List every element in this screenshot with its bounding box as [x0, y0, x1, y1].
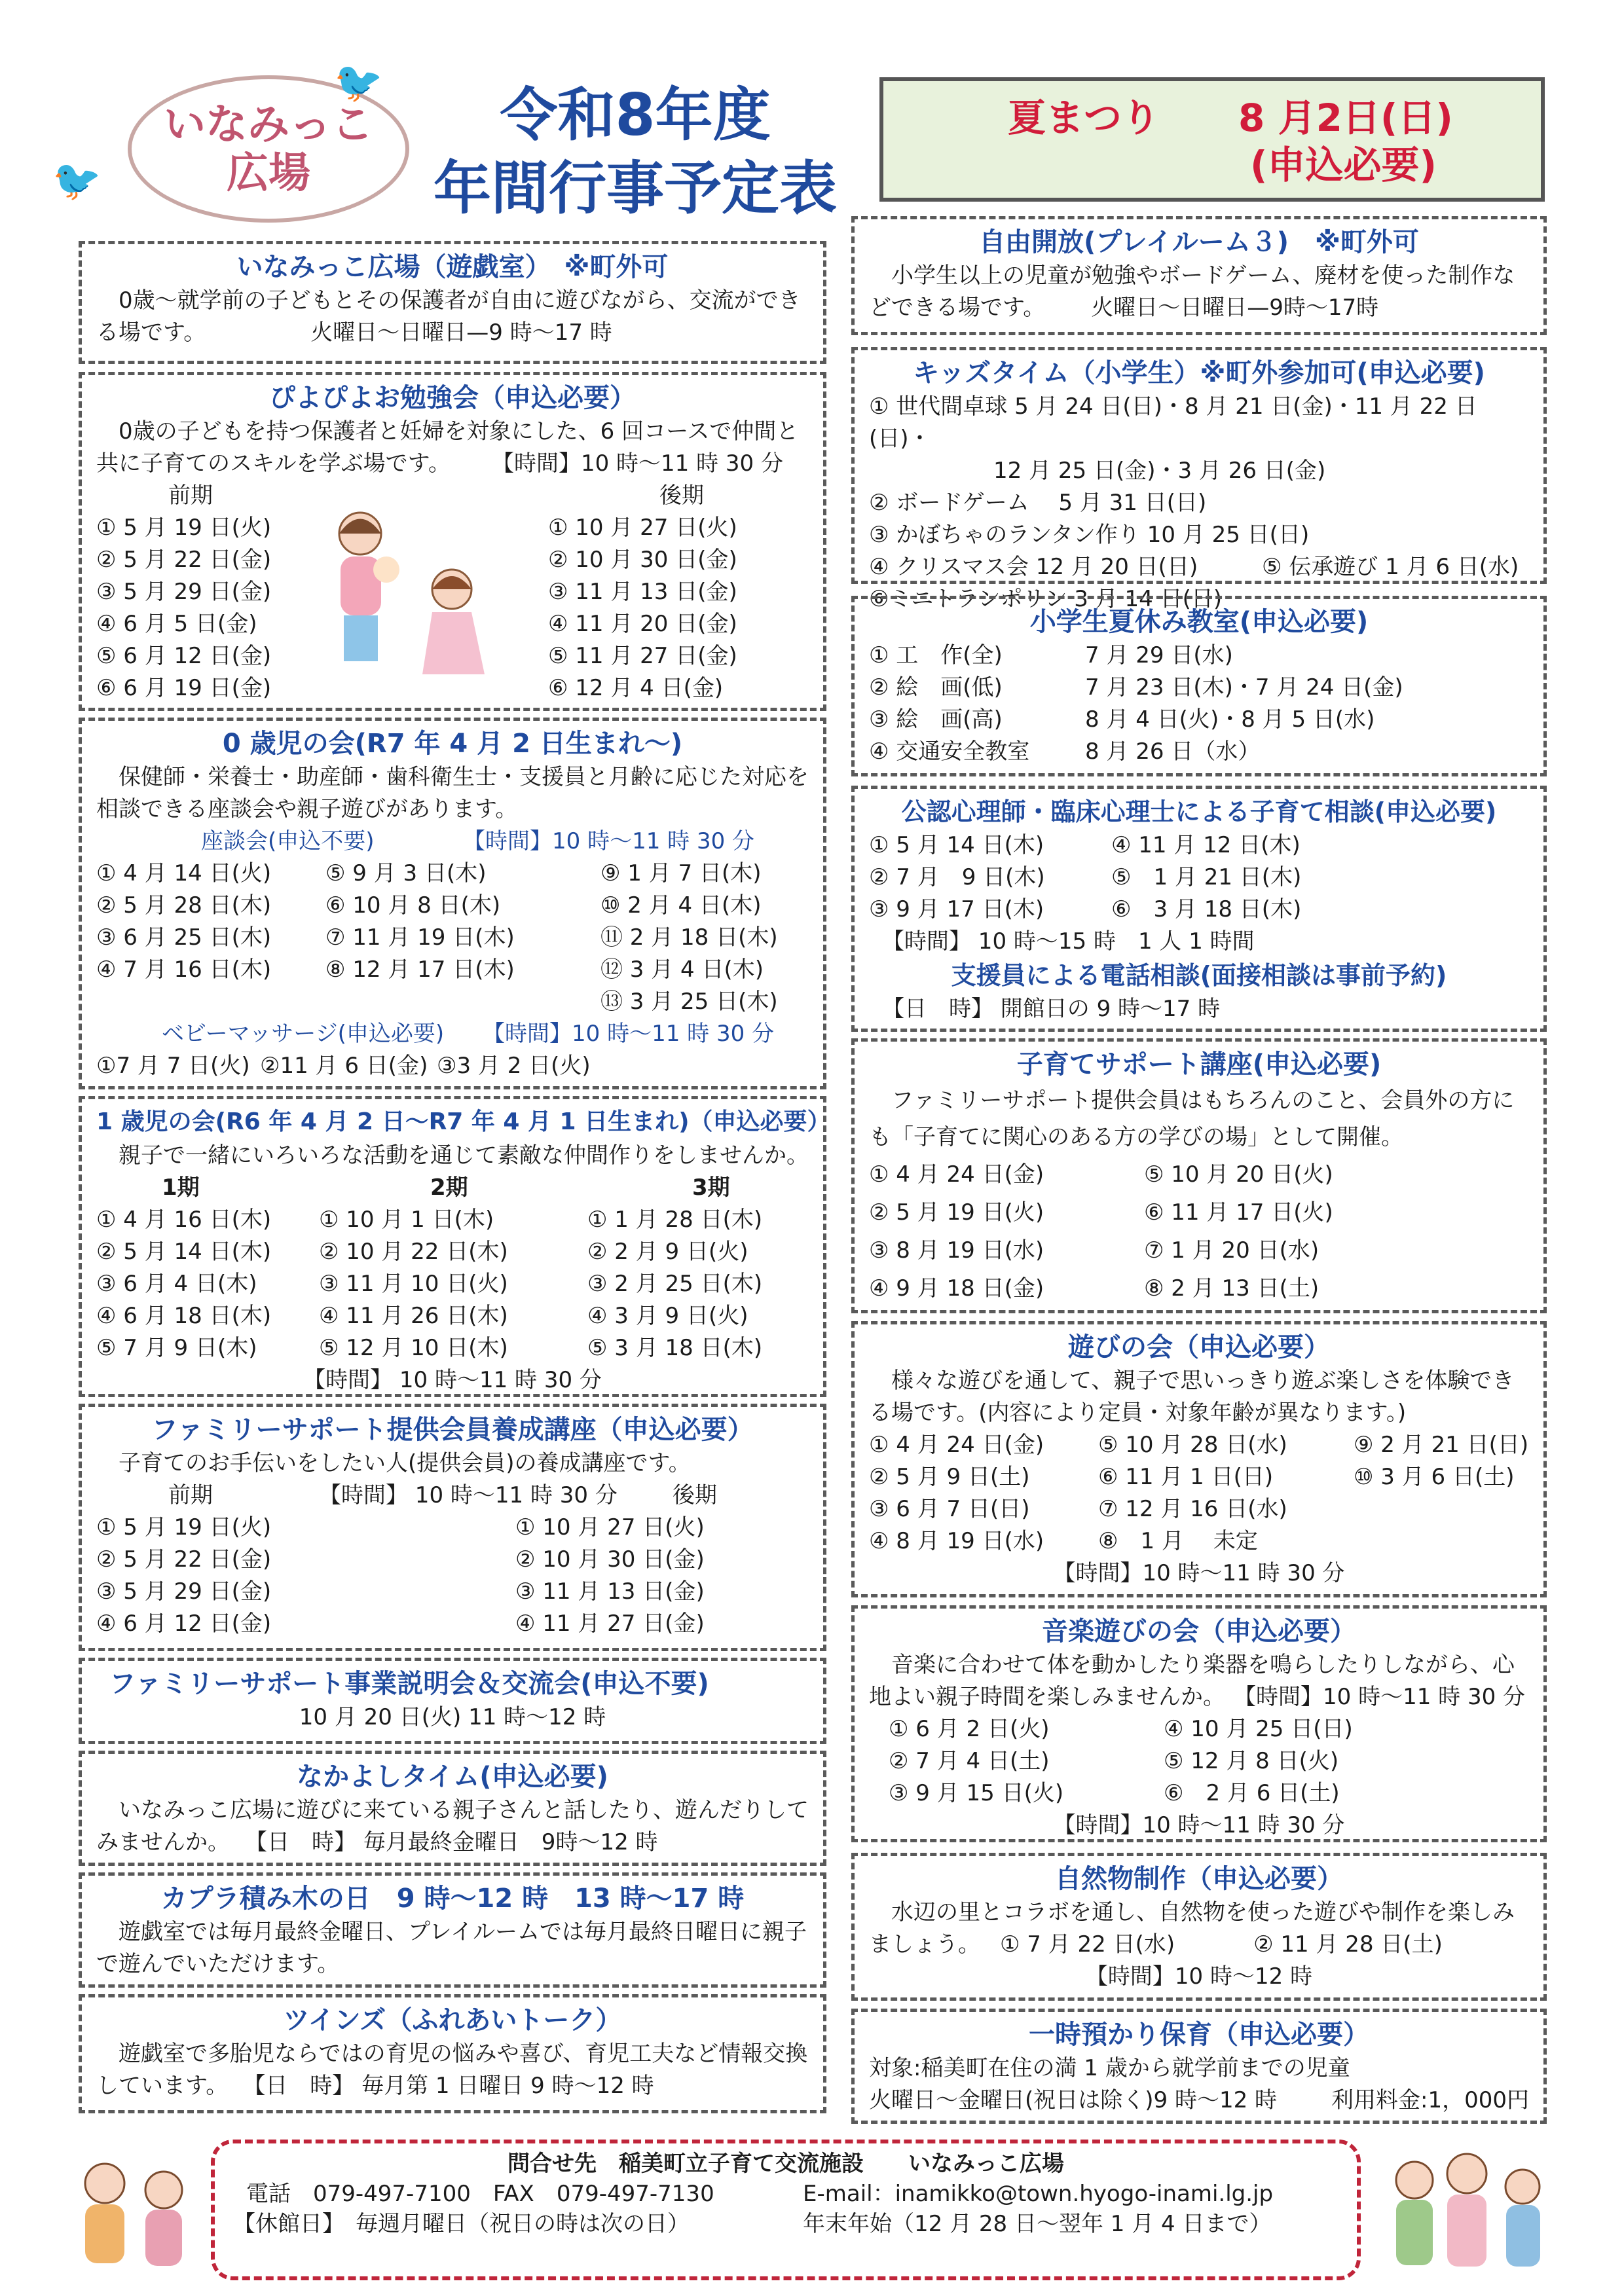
section-asobi: 遊びの会（申込必要） 様々な遊びを通して、親子で思いっきり遊ぶ楽しさを体験できる場です。(内容により定員・対象年齢が異なります。) ① 4 月 24 日(金) ② 5 月 9 日(土) ③ 6 月 7 日(日) ④ 8 月 19 日(水) ⑤ 10 月 28 日(水) ⑥ 11 月 1 日(日) ⑦ 12 月 16 日(水) ⑧ 1 月 未定 ⑨ 2 月 21 日(日) ⑩ 3 月 6 日(土) 【時間】10 時～11 時 30 分	[851, 1321, 1547, 1597]
list-item: ③ 11 月 13 日(金)	[548, 579, 737, 605]
list-item: ⑧ 2 月 13 日(土)	[1144, 1275, 1320, 1302]
list-item: ③ 2 月 25 日(木)	[587, 1271, 763, 1297]
list-item: ⑤ 10 月 20 日(火)	[1144, 1161, 1333, 1188]
section-care: 一時預かり保育（申込必要） 対象:稲美町在住の満 1 歳から就学前までの児童 火曜日～金曜日(祝日は除く)9 時～12 時 利用料金:1，000円	[851, 2009, 1547, 2124]
list-item: ⑦ 1 月 20 日(水)	[1144, 1237, 1320, 1264]
list-item: ⑦ 12 月 16 日(水)	[1098, 1496, 1287, 1522]
list-item: ② 5 月 22 日(金)	[96, 1546, 272, 1573]
list-item: ⑫ 3 月 4 日(木)	[600, 957, 764, 983]
list-item: ② 7 月 9 日(木)	[869, 864, 1045, 890]
list-item: ⑤ 伝承遊び 1 月 6 日(水)	[1262, 554, 1519, 580]
section-twins: ツインズ（ふれあいトーク） 遊戯室で多胎児ならではの育児の悩みや喜び、育児工夫など情報交換しています。 【日 時】 毎月第 1 日曜日 9 時～12 時	[79, 1994, 826, 2113]
list-item: ② 7 月 4 日(土)	[889, 1748, 1050, 1774]
list-item: ③ 6 月 4 日(木)	[96, 1271, 257, 1297]
list-item: ⑥ 12 月 4 日(金)	[548, 675, 724, 701]
list-item: ③ かぼちゃのランタン作り 10 月 25 日(日)	[869, 522, 1310, 548]
section-piyo: ぴよぴよお勉強会（申込必要） 0歳の子どもを持つ保護者と妊婦を対象にした、6 回コースで仲間と共に子育てのスキルを学ぶ場です。 【時間】10 時～11 時 30 分 前期 後期 ① 5 月 19 日(火) ② 5 月 22 日(金) ③ 5 月 29 日(金) ④ 6 月 5 日(金) ⑤ 6 月 12 日(金) ⑥ 6 月 19 日(金) ① 10 月 27 日(火) ② 10 月 30 日(金) ③ 11 月 13 日(金) ④ 11 月 20 日(金) ⑤ 11 月 27 日(金) ⑥ 12 月 4 日(金)	[79, 372, 826, 711]
list-item: ② 2 月 9 日(火)	[587, 1239, 748, 1265]
list-item: ② 5 月 22 日(金)	[96, 547, 272, 573]
list-item: ③ 8 月 19 日(水)	[869, 1237, 1044, 1264]
list-item: ⑬ 3 月 25 日(木)	[600, 989, 778, 1015]
list-item: ① 1 月 28 日(木)	[587, 1207, 763, 1233]
list-item: ② 10 月 30 日(金)	[515, 1546, 705, 1573]
list-item: ⑨ 1 月 7 日(木)	[600, 860, 762, 886]
section-kapla: カプラ積み木の日 9 時～12 時 13 時～17 時 遊戯室では毎月最終金曜日、プレイルームでは毎月最終日曜日に親子で遊んでいただけます。	[79, 1872, 826, 1988]
list-item: ② ボードゲーム 5 月 31 日(日)	[869, 490, 1207, 516]
list-item: ③ 9 月 15 日(火)	[889, 1780, 1064, 1806]
section-fsy: ファミリーサポート提供会員養成講座（申込必要） 子育てのお手伝いをしたい人(提供会員)の養成講座です。 前期 【時間】 10 時～11 時 30 分 後期 ① 5 月 19 日(火) ② 5 月 22 日(金) ③ 5 月 29 日(金) ④ 6 月 12 日(金) ① 10 月 27 日(火) ② 10 月 30 日(金) ③ 11 月 13 日(金) ④ 11 月 27 日(金)	[79, 1404, 826, 1651]
section-yuugi: いなみっこ広場（遊戯室） ※町外可 0歳～就学前の子どもとその保護者が自由に遊びながら、交流ができる場です。 火曜日～日曜日—9 時～17 時	[79, 241, 826, 364]
list-item: ③ 11 月 13 日(金)	[515, 1578, 705, 1605]
bird-icon: 🐦	[52, 158, 101, 204]
list-item: ① 5 月 19 日(火)	[96, 515, 272, 541]
list-item: ④ 9 月 18 日(金)	[869, 1275, 1044, 1302]
list-item: ⑥ 11 月 17 日(火)	[1144, 1199, 1333, 1226]
section-psy: 公認心理師・臨床心理士による子育て相談(申込必要) ① 5 月 14 日(木) ② 7 月 9 日(木) ③ 9 月 17 日(木) ④ 11 月 12 日(木) ⑤ 1 月 21 日(木) ⑥ 3 月 18 日(木) 【時間】 10 時～15 時 1 人 1 時間 支援員による電話相談(面接相談は事前予約) 【日 時】 開館日の 9 時～17 時	[851, 786, 1547, 1032]
list-item: ⑩ 3 月 6 日(土)	[1354, 1464, 1515, 1490]
list-item: ⑦ 11 月 19 日(木)	[325, 924, 515, 951]
logo-line2: 広場	[227, 149, 310, 198]
list-item: ⑤ 1 月 21 日(木)	[1111, 864, 1302, 890]
logo-line1: いなみっこ	[164, 100, 373, 149]
list-item: 12 月 25 日(金)・3 月 26 日(金)	[993, 458, 1326, 484]
list-item: ② 10 月 22 日(木)	[319, 1239, 508, 1265]
section-kosodate: 子育てサポート講座(申込必要) ファミリーサポート提供会員はもちろんのこと、会員外の方にも「子育てに関心のある方の学びの場」として開催。 ① 4 月 24 日(金) ② 5 月 19 日(火) ③ 8 月 19 日(水) ④ 9 月 18 日(金) ⑤ 10 月 20 日(火) ⑥ 11 月 17 日(火) ⑦ 1 月 20 日(水) ⑧ 2 月 13 日(土)	[851, 1038, 1547, 1313]
list-item: ② 5 月 14 日(木)	[96, 1239, 272, 1265]
list-item: ① 4 月 24 日(金)	[869, 1161, 1044, 1188]
list-item: ④ 7 月 16 日(木)	[96, 957, 272, 983]
section-summer-class: 小学生夏休み教室(申込必要) ① 工 作(全) 7 月 29 日(水) ② 絵 画(低) 7 月 23 日(木)・7 月 24 日(金) ③ 絵 画(高) 8 月 4 日(火)・8 月 5 日(水) ④ 交通安全教室 8 月 26 日（水）	[851, 596, 1547, 776]
list-item: ③ 6 月 7 日(日)	[869, 1496, 1030, 1522]
list-item: ④ 6 月 12 日(金)	[96, 1611, 272, 1637]
contact-email[interactable]: E-mail：inamikko@town.hyogo-inami.lg.jp	[803, 2181, 1274, 2207]
section-free: 自由開放(プレイルーム３) ※町外可 小学生以上の児童が勉強やボードゲーム、廃材を使った制作などできる場です。 火曜日～日曜日—9時～17時	[851, 216, 1547, 335]
list-item: ⑤ 6 月 12 日(金)	[96, 643, 272, 669]
summer-festival-line: 夏まつり 8 月2日(日)	[1008, 96, 1453, 140]
list-item: ⑤ 12 月 8 日(火)	[1164, 1748, 1339, 1774]
list-item: ① 4 月 14 日(火)	[96, 860, 272, 886]
list-item: ③ 6 月 25 日(木)	[96, 924, 272, 951]
list-item: ④ 6 月 18 日(木)	[96, 1303, 272, 1329]
contact-phone: 電話 079-497-7100 FAX 079-497-7130	[246, 2181, 714, 2207]
list-item: ① 5 月 19 日(火)	[96, 1514, 272, 1540]
list-item: ① 6 月 2 日(火)	[889, 1716, 1050, 1742]
contact-box: 問合せ先 稲美町立子育て交流施設 いなみっこ広場 電話 079-497-7100 FAX 079-497-7130 E-mail：inamikko@town.hyogo-inami.lg.jp 【休館日】 毎週月曜日（祝日の時は次の日） 年末年始（12 月 28 日～翌年 1 月 4 日まで）	[211, 2140, 1361, 2280]
section-zero: 0 歳児の会(R7 年 4 月 2 日生まれ～) 保健師・栄養士・助産師・歯科衛生士・支援員と月齢に応じた対応を相談できる座談会や親子遊びがあります。 座談会(申込不要) 【時間】10 時～11 時 30 分 ① 4 月 14 日(火) ② 5 月 28 日(木) ③ 6 月 25 日(木) ④ 7 月 16 日(木) ⑤ 9 月 3 日(木) ⑥ 10 月 8 日(木) ⑦ 11 月 19 日(木) ⑧ 12 月 17 日(木) ⑨ 1 月 7 日(木) ⑩ 2 月 4 日(木) ⑪ 2 月 18 日(木) ⑫ 3 月 4 日(木) ⑬ 3 月 25 日(木) ベビーマッサージ(申込必要) 【時間】10 時～11 時 30 分 ①7 月 7 日(火) ②11 月 6 日(金) ③3 月 2 日(火)	[79, 718, 826, 1089]
piyo-second-list	[548, 512, 737, 704]
list-item: ⑤ 7 月 9 日(木)	[96, 1335, 257, 1361]
section-kids: キッズタイム（小学生）※町外参加可(申込必要) ① 世代間卓球 5 月 24 日(日)・8 月 21 日(金)・11 月 22 日(日)・ 12 月 25 日(金)・3 月 26 日(金) ② ボードゲーム 5 月 31 日(日) ③ かぼちゃのランタン作り 10 月 25 日(日) ④ クリスマス会 12 月 20 日(日) ⑤ 伝承遊び 1 月 6 日(水) ⑥ミニトランポリン 3 月 14 日(日)	[851, 347, 1547, 584]
list-item: ⑤ 10 月 28 日(水)	[1098, 1432, 1287, 1458]
list-item: ① 10 月 27 日(火)	[515, 1514, 705, 1540]
list-item: ② 5 月 19 日(火)	[869, 1199, 1044, 1226]
list-item: ⑥ミニトランポリン 3 月 14 日(日)	[869, 586, 1223, 612]
bird-icon: 🐦	[334, 60, 383, 105]
list-item: ⑪ 2 月 18 日(木)	[600, 924, 778, 951]
section-one: 1 歳児の会(R6 年 4 月 2 日～R7 年 4 月 1 日生まれ)（申込必要） 親子で一緒にいろいろな活動を通じて素敵な仲間作りをしませんか。 1期 2期 3期 ① 4 月 16 日(木) ② 5 月 14 日(木) ③ 6 月 4 日(木) ④ 6 月 18 日(木) ⑤ 7 月 9 日(木) ① 10 月 1 日(木) ② 10 月 22 日(木) ③ 11 月 10 日(火) ④ 11 月 26 日(木) ⑤ 12 月 10 日(木) ① 1 月 28 日(木) ② 2 月 9 日(火) ③ 2 月 25 日(木) ④ 3 月 9 日(火) ⑤ 3 月 18 日(木) 【時間】 10 時～11 時 30 分	[79, 1096, 826, 1397]
list-item: ① 4 月 16 日(木)	[96, 1207, 272, 1233]
list-item: ③ 5 月 29 日(金)	[96, 1578, 272, 1605]
list-item: ④ 11 月 12 日(木)	[1111, 832, 1301, 858]
summer-festival-note: (申込必要)	[1250, 143, 1437, 187]
list-item: ④ 8 月 19 日(水)	[869, 1528, 1044, 1554]
list-item: ④ 10 月 25 日(日)	[1164, 1716, 1353, 1742]
list-item: ⑥ 6 月 19 日(金)	[96, 675, 272, 701]
list-item: ② 5 月 28 日(木)	[96, 892, 272, 919]
section-nature: 自然物制作（申込必要） 水辺の里とコラボを通し、自然物を使った遊びや制作を楽しみましょう。 ① 7 月 22 日(水) ② 11 月 28 日(土) 【時間】10 時～12 時	[851, 1853, 1547, 2001]
list-item: ③ 5 月 29 日(金)	[96, 579, 272, 605]
list-item: ④ クリスマス会 12 月 20 日(日)	[869, 554, 1198, 580]
list-item: ① 5 月 14 日(木)	[869, 832, 1044, 858]
list-item: ① 4 月 24 日(金)	[869, 1432, 1044, 1458]
list-item: ① 10 月 27 日(火)	[548, 515, 737, 541]
summer-festival-box	[879, 77, 1545, 202]
list-item: ④ 11 月 20 日(金)	[548, 611, 737, 637]
list-item: ⑤ 12 月 10 日(木)	[319, 1335, 508, 1361]
list-item: ④ 11 月 26 日(木)	[319, 1303, 508, 1329]
list-item: ② 5 月 9 日(土)	[869, 1464, 1030, 1490]
list-item: ④ 11 月 27 日(金)	[515, 1611, 705, 1637]
list-item: ⑥ 10 月 8 日(木)	[325, 892, 501, 919]
list-item: ⑩ 2 月 4 日(木)	[600, 892, 762, 919]
family-illustration-left	[65, 2151, 210, 2282]
list-item: ⑨ 2 月 21 日(日)	[1354, 1432, 1529, 1458]
section-naka: なかよしタイム(申込必要) いなみっこ広場に遊びに来ている親子さんと話したり、遊んだりしてみませんか。 【日 時】 毎月最終金曜日 9時～12 時	[79, 1751, 826, 1866]
list-item: ⑤ 9 月 3 日(木)	[325, 860, 487, 886]
section-music: 音楽遊びの会（申込必要） 音楽に合わせて体を動かしたり楽器を鳴らしたりしながら、心地よい親子時間を楽しみませんか。 【時間】10 時～11 時 30 分 ① 6 月 2 日(火) ② 7 月 4 日(土) ③ 9 月 15 日(火) ④ 10 月 25 日(日) ⑤ 12 月 8 日(火) ⑥ 2 月 6 日(土) 【時間】10 時～11 時 30 分	[851, 1605, 1547, 1842]
list-item: ③ 9 月 17 日(木)	[869, 896, 1044, 922]
list-item: ④ 3 月 9 日(火)	[587, 1303, 748, 1329]
list-item: ⑤ 11 月 27 日(金)	[548, 643, 737, 669]
list-item: ⑤ 3 月 18 日(木)	[587, 1335, 763, 1361]
list-item: ① 10 月 1 日(木)	[319, 1207, 494, 1233]
list-item: ⑥ 3 月 18 日(木)	[1111, 896, 1302, 922]
list-item: ④ 6 月 5 日(金)	[96, 611, 257, 637]
mother-child-illustration	[314, 504, 524, 694]
list-item: ⑧ 12 月 17 日(木)	[325, 957, 515, 983]
list-item: ③ 11 月 10 日(火)	[319, 1271, 508, 1297]
list-item: ⑥ 11 月 1 日(日)	[1098, 1464, 1274, 1490]
list-item: ⑧ 1 月 未定	[1098, 1528, 1258, 1554]
list-item: ② 10 月 30 日(金)	[548, 547, 737, 573]
list-item: ① 世代間卓球 5 月 24 日(日)・8 月 21 日(金)・11 月 22 日(日)・	[869, 393, 1477, 452]
list-item: ⑥ 2 月 6 日(土)	[1164, 1780, 1340, 1806]
page-title: 令和8年度 年間行事予定表	[433, 81, 837, 222]
section-fsb: ファミリーサポート事業説明会＆交流会(申込不要) 10 月 20 日(火) 11 時～12 時	[79, 1658, 826, 1744]
family-illustration-right	[1382, 2141, 1565, 2285]
